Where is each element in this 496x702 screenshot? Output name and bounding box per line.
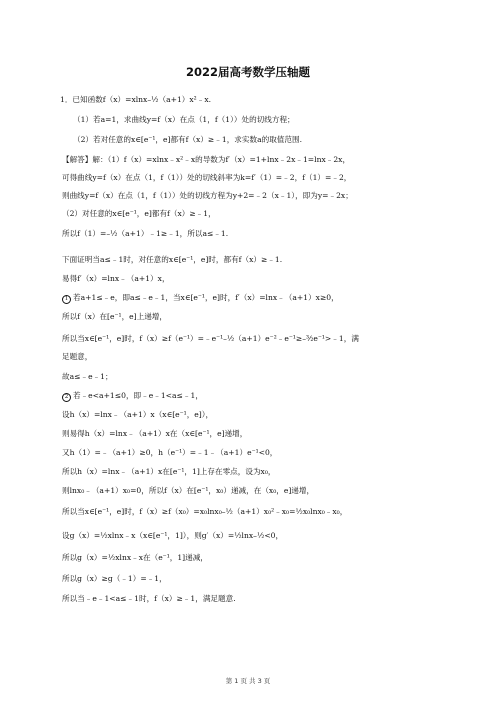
solution-line-text: 若a+1≤﹣e，即a≤﹣e﹣1，当x∈[e⁻¹，e]时，f′（x）=lnx﹣（a+1）x≥0，	[73, 293, 339, 302]
solution-line: 则曲线y=f（x）在点（1，f（1））处的切线方程为y+2=﹣2（x﹣1），即为y=﹣2x；	[62, 191, 353, 200]
solution-line: 所以h（x）=lnx﹣（a+1）x在[e⁻¹，1]上存在零点，设为x₀，	[62, 467, 276, 476]
solution-line: 所以g（x）=½xlnx﹣x在（e⁻¹，1]递减，	[62, 553, 208, 562]
solution-line: 则lnx₀﹣（a+1）x₀=0，所以f（x）在[e⁻¹，x₀）递减，在（x₀，e]递增，	[62, 486, 315, 495]
solution-line	[62, 293, 339, 304]
solution-line: 下面证明当a≤﹣1时，对任意的x∈[e⁻¹，e]时，都有f（x）≥﹣1.	[62, 255, 283, 264]
document-title: 2022届高考数学压轴题	[185, 65, 310, 79]
solution-line: 可得曲线y=f（x）在点（1，f（1））处的切线斜率为k=f′（1）=﹣2，f（1）=﹣2，	[62, 173, 352, 182]
solution-line: 所以f（1）=–½（a+1）﹣1≥﹣1，所以a≤﹣1.	[62, 229, 229, 238]
solution-line: （2）对任意的x∈[e⁻¹，e]都有f（x）≥﹣1，	[62, 209, 216, 218]
solution-line: 易得f′（x）=lnx﹣（a+1）x，	[62, 274, 170, 283]
problem-statement: 1．已知函数f（x）=xlnx–½（a+1）x²﹣x.	[60, 95, 212, 104]
question-1: （1）若a=1，求曲线y=f（x）在点（1，f（1））处的切线方程；	[73, 115, 295, 124]
solution-line: 所以g（x）≥g（﹣1）=﹣1，	[62, 574, 167, 583]
solution-line-text: 若﹣e<a+1≤0，即﹣e﹣1<a≤﹣1，	[73, 391, 203, 400]
solution-line: 则易得h（x）=lnx﹣（a+1）x在（x∈[e⁻¹，e]递增，	[62, 429, 248, 438]
solution-line: 所以f（x）在[e⁻¹，e]上递增，	[62, 312, 167, 321]
question-2: （2）若对任意的x∈[e⁻¹，e]都有f（x）≥﹣1，求实数a的取值范围.	[73, 135, 302, 144]
solution-line: 设g（x）=½xlnx﹣x（x∈[e⁻¹，1]），则g′（x）=½lnx–½<0，	[62, 531, 284, 540]
page-footer: 第 1 页 共 3 页	[225, 677, 271, 685]
solution-line: 所以当x∈[e⁻¹，e]时，f（x）≥f（x₀）=x₀lnx₀–½（a+1）x₀²﹣x₀=½x₀lnx₀﹣x₀，	[62, 507, 348, 516]
solution-line: 设h（x）=lnx﹣（a+1）x（x∈[e⁻¹，e]），	[62, 410, 214, 419]
solution-line: 又h（1）=﹣（a+1）≥0，h（e⁻¹）=﹣1﹣（a+1）e⁻¹<0，	[62, 448, 278, 457]
solution-line	[62, 391, 203, 402]
solution-line: 【解答】解：（1）f（x）=xlnx﹣x²﹣x的导数为f′（x）=1+lnx﹣2x﹣1=lnx﹣2x，	[62, 155, 351, 164]
case-marker-1: 1	[62, 295, 71, 304]
solution-line: 足题意，	[62, 352, 93, 361]
case-marker-2: 2	[62, 393, 71, 402]
solution-line: 所以当﹣e﹣1<a≤﹣1时，f（x）≥﹣1，满足题意.	[62, 594, 236, 603]
solution-line: 故a≤﹣e﹣1；	[62, 372, 113, 381]
solution-line: 所以当x∈[e⁻¹，e]时，f（x）≥f（e⁻¹）=﹣e⁻¹–½（a+1）e⁻²﹣e⁻¹≥–³⁄₂e⁻¹>﹣1，满	[62, 334, 359, 343]
